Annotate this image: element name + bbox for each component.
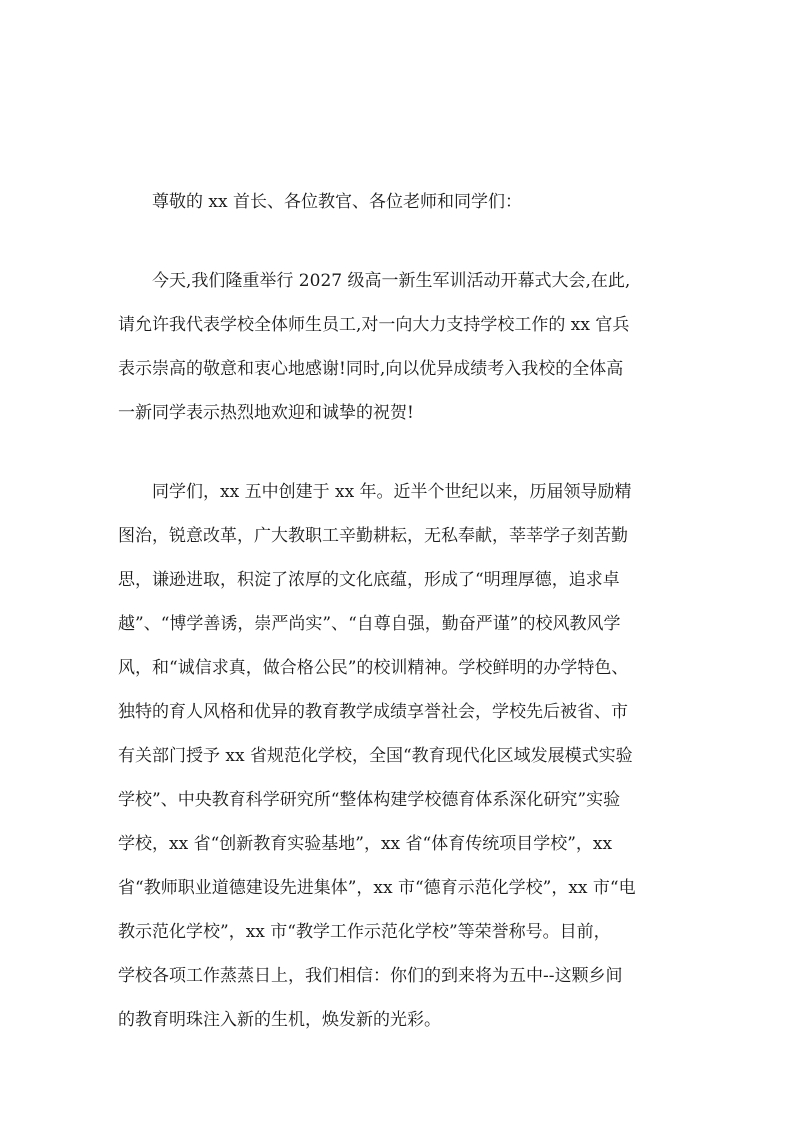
paragraph-line: 今天,我们隆重举行 2027 级高一新生军训活动开幕式大会,在此, <box>152 271 631 291</box>
paragraph-line: 有关部门授予 xx 省规范化学校，全国“教育现代化区域发展模式实验 <box>118 746 633 766</box>
paragraph-line: 学校”、中央教育科学研究所“整体构建学校德育体系深化研究”实验 <box>118 790 621 810</box>
paragraph-line: 请允许我代表学校全体师生员工,对一向大力支持学校工作的 xx 官兵 <box>118 315 630 335</box>
paragraph-line: 教示范化学校”，xx 市“教学工作示范化学校”等荣誉称号。目前， <box>118 922 611 942</box>
paragraph-line: 学校各项工作蒸蒸日上，我们相信：你们的到来将为五中--这颗乡间 <box>118 966 623 986</box>
paragraph-line: 省“教师职业道德建设先进集体”，xx 市“德育示范化学校”，xx 市“电 <box>118 878 636 898</box>
paragraph-line: 表示崇高的敬意和衷心地感谢!同时,向以优异成绩考入我校的全体高 <box>118 359 624 379</box>
paragraph-line: 的教育明珠注入新的生机，焕发新的光彩。 <box>118 1010 441 1030</box>
paragraph-line: 同学们，xx 五中创建于 xx 年。近半个世纪以来，历届领导励精 <box>152 482 632 502</box>
paragraph-line: 独特的育人风格和优异的教育教学成绩享誉社会，学校先后被省、市 <box>118 702 628 722</box>
paragraph-line: 图治，锐意改革，广大教职工辛勤耕耘，无私奉献，莘莘学子刻苦勤 <box>118 526 628 546</box>
paragraph-line: 思，谦逊进取，积淀了浓厚的文化底蕴，形成了“明理厚德，追求卓 <box>118 570 620 590</box>
paragraph-line: 学校，xx 省“创新教育实验基地”，xx 省“体育传统项目学校”，xx <box>118 834 613 854</box>
salutation: 尊敬的 xx 首长、各位教官、各位老师和同学们： <box>152 192 522 212</box>
paragraph-line: 越”、“博学善诱，崇严尚实”、“自尊自强，勤奋严谨”的校风教风学 <box>118 614 621 634</box>
paragraph-line: 风，和“诚信求真，做合格公民”的校训精神。学校鲜明的办学特色、 <box>118 658 629 678</box>
paragraph-line: 一新同学表示热烈地欢迎和诚挚的祝贺! <box>118 403 414 423</box>
